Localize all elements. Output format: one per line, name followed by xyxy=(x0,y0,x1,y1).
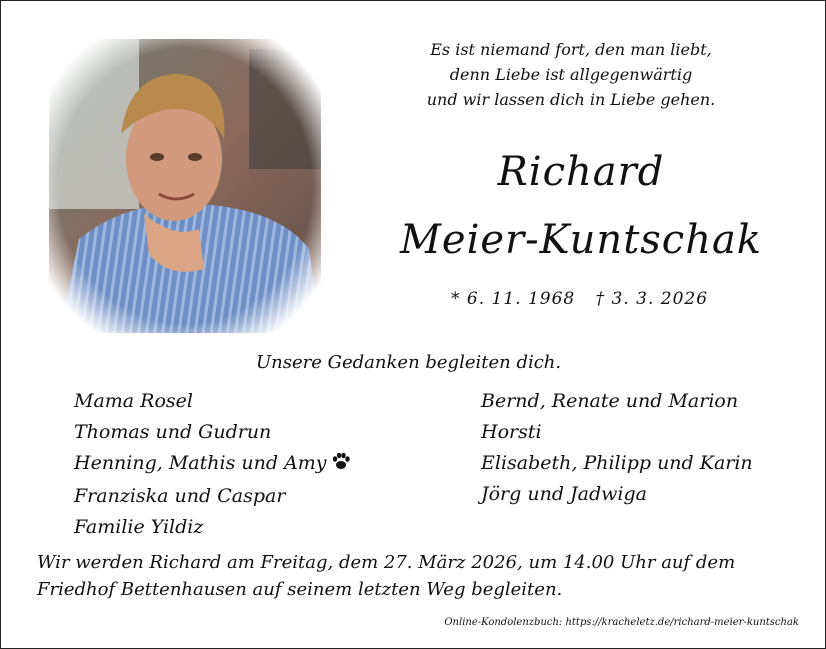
condolence-book-link[interactable]: Online-Kondolenzbuch: https://kracheletz.de/richard-meier-kuntschak xyxy=(444,617,799,628)
mourner-name: Thomas und Gudrun xyxy=(74,421,272,443)
portrait-photo xyxy=(49,39,321,333)
paw-print-icon xyxy=(331,450,351,481)
mourner-name: Jörg und Jadwiga xyxy=(481,483,647,505)
quote-line: Es ist niemand fort, den man liebt, xyxy=(430,40,712,59)
birth-date: * 6. 11. 1968 xyxy=(451,289,576,309)
mourners-right-column xyxy=(481,386,753,510)
mourners-left-column xyxy=(74,386,351,543)
mourner-name: Elisabeth, Philipp und Karin xyxy=(481,452,753,474)
thoughts-line: Unsere Gedanken begleiten dich. xyxy=(256,352,562,373)
quote-line: denn Liebe ist allgegenwärtig xyxy=(449,65,693,84)
memorial-quote xyxy=(391,37,751,112)
deceased-last-name: Meier-Kuntschak xyxy=(399,217,763,263)
quote-line: und wir lassen dich in Liebe gehen. xyxy=(426,90,716,109)
mourner-name: Familie Yildiz xyxy=(74,516,204,538)
life-dates xyxy=(451,289,708,309)
deceased-first-name: Richard xyxy=(497,149,665,195)
mourner-name: Horsti xyxy=(481,421,542,443)
mourner-name: Henning, Mathis und Amy xyxy=(74,452,327,474)
mourner-name: Bernd, Renate und Marion xyxy=(481,390,739,412)
mourner-name: Franziska und Caspar xyxy=(74,485,286,507)
mourner-entry xyxy=(74,448,351,481)
mourner-name: Mama Rosel xyxy=(74,390,193,412)
death-date: † 3. 3. 2026 xyxy=(595,289,709,309)
burial-announcement: Wir werden Richard am Freitag, dem 27. März 2026, um 14.00 Uhr auf dem Friedhof Bettenhausen auf seinem letzten Weg begleiten. xyxy=(37,552,736,600)
